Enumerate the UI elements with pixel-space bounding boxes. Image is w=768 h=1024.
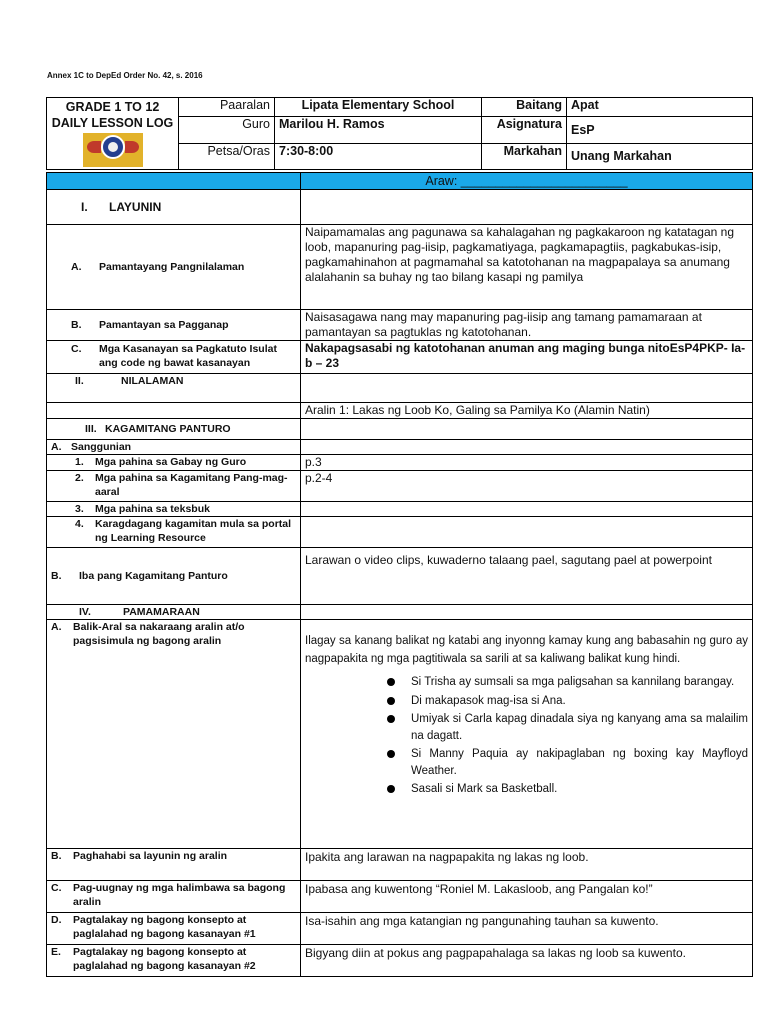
day-header-blank	[47, 173, 301, 190]
markahan-value: Unang Markahan	[567, 144, 753, 170]
konsepto1-content: Isa-isahin ang mga katangian ng pangunahing tauhan sa kuwento.	[301, 913, 753, 945]
pag-uugnay-label: Pag-uugnay ng mga halimbawa sa bagong aralin	[73, 882, 286, 908]
kagamitan-title: KAGAMITANG PANTURO	[105, 423, 231, 435]
paghahabi-label: Paghahabi sa layunin ng aralin	[73, 850, 228, 862]
list-item: Si Manny Paquia ay nakipaglaban ng boxing kay Mayfloyd Weather.	[411, 746, 748, 779]
teksbuk-label: Mga pahina sa teksbuk	[95, 503, 210, 515]
pagganap-label: Pamantayan sa Pagganap	[99, 319, 229, 331]
kagamitang-pang-num: 2.	[75, 472, 84, 484]
paghahabi-letter: B.	[51, 850, 62, 862]
nilalaman-content	[301, 374, 753, 403]
pamamaraan-content	[301, 605, 753, 620]
petsa-label: Petsa/Oras	[179, 144, 275, 170]
aralin-title: Aralin 1: Lakas ng Loob Ko, Galing sa Pamilya Ko (Alamin Natin)	[301, 403, 753, 419]
dll-title: DAILY LESSON LOG	[51, 116, 174, 130]
teksbuk-value	[301, 502, 753, 517]
list-item: Di makapasok mag-isa si Ana.	[411, 693, 748, 710]
list-item: Umiyak si Carla kapag dinadala siya ng kanyang ama sa malailim na dagatt.	[411, 711, 748, 744]
grade-title: GRADE 1 TO 12	[65, 100, 160, 114]
konsepto1-label: Pagtalakay ng bagong konsepto at paglalahad ng bagong kasanayan #1	[73, 914, 256, 940]
balik-aral-list	[305, 674, 748, 798]
asignatura-value: EsP	[567, 117, 753, 144]
pamantayang-letter: A.	[71, 261, 82, 273]
sanggunian-label: Sanggunian	[71, 441, 132, 453]
grade-box	[47, 98, 179, 170]
kasanayan-content: Nakapagsasabi ng katotohanan anuman ang maging bunga nitoEsP4PKP- Ia-b – 23	[301, 341, 753, 374]
guro-value: Marilou H. Ramos	[275, 117, 482, 144]
list-item: Sasali si Mark sa Basketball.	[411, 781, 748, 798]
paaralan-value: Lipata Elementary School	[275, 98, 482, 117]
petsa-value: 7:30-8:00	[275, 144, 482, 170]
markahan-label: Markahan	[482, 144, 567, 170]
karagdagang-label: Karagdagang kagamitan mula sa portal ng Learning Resource	[95, 518, 292, 544]
karagdagang-value	[301, 517, 753, 548]
layunin-content	[301, 190, 753, 225]
gabay-value: p.3	[301, 455, 753, 471]
asignatura-label: Asignatura	[482, 117, 567, 144]
lesson-log-table	[46, 172, 753, 977]
konsepto2-label: Pagtalakay ng bagong konsepto at paglalahad ng bagong kasanayan #2	[73, 946, 256, 972]
iba-pang-content: Larawan o video clips, kuwaderno talaang pael, sagutang pael at powerpoint	[301, 548, 753, 605]
karagdagang-num: 4.	[75, 518, 84, 530]
baitang-label: Baitang	[482, 98, 567, 117]
pagganap-content: Naisasagawa nang may mapanuring pag-iisip ang tamang pamamaraan at pamantayan sa pagtuklas ng katotohanan.	[301, 310, 753, 341]
paaralan-label: Paaralan	[179, 98, 275, 117]
kasanayan-letter: C.	[71, 343, 82, 355]
annex-reference: Annex 1C to DepEd Order No. 42, s. 2016	[47, 71, 203, 80]
guro-label: Guro	[179, 117, 275, 144]
pamantayang-content: Naipamamalas ang pagunawa sa kahalagahan ng pagkakaroon ng katatagan ng loob, mapanuring pag-iisip, pagkamatiyaga, pagkamapagtiis, pagkabukas-isip, pagkamahinahon at pagmamahal sa katotohanan na magpapalaya sa anumang alalahanin sa buhay ng tao bilang kasapi ng pamilya	[301, 225, 753, 310]
balik-aral-label: Balik-Aral sa nakaraang aralin at/o pagsisimula ng bagong aralin	[73, 621, 245, 647]
pag-uugnay-letter: C.	[51, 882, 62, 894]
iba-pang-letter: B.	[51, 570, 62, 582]
layunin-num: I.	[81, 199, 88, 214]
layunin-title: LAYUNIN	[109, 199, 162, 214]
header-table	[46, 97, 753, 170]
baitang-value: Apat	[567, 98, 753, 117]
gabay-num: 1.	[75, 456, 84, 468]
balik-aral-content: Ilagay sa kanang balikat ng katabi ang inyonng kamay kung ang babasahin ng guro ay nagpapakita ng mga pagtitiwala sa sarili at sa kaliwang balikat kung hindi.	[305, 635, 748, 665]
kagamitan-num: III.	[85, 423, 97, 435]
iba-pang-label: Iba pang Kagamitang Panturo	[79, 570, 228, 582]
pamantayang-label: Pamantayang Pangnilalaman	[99, 261, 245, 273]
paghahabi-content: Ipakita ang larawan na nagpapakita ng lakas ng loob.	[301, 849, 753, 881]
nilalaman-title: NILALAMAN	[121, 375, 184, 387]
teksbuk-num: 3.	[75, 503, 84, 515]
pamamaraan-title: PAMAMARAAN	[123, 606, 200, 618]
kagamitang-pang-label: Mga pahina sa Kagamitang Pang-mag-aaral	[95, 472, 288, 498]
deped-logo	[83, 133, 143, 167]
konsepto1-letter: D.	[51, 914, 62, 926]
kagamitang-pang-value: p.2-4	[301, 471, 753, 502]
sanggunian-letter: A.	[51, 441, 62, 453]
araw-field: Araw: ________________________	[301, 173, 753, 190]
kasanayan-label: Mga Kasanayan sa Pagkatuto Isulat ang code ng bawat kasanayan	[99, 343, 277, 369]
pag-uugnay-content: Ipabasa ang kuwentong “Roniel M. Lakasloob, ang Pangalan ko!”	[301, 881, 753, 913]
kagamitan-content	[301, 419, 753, 440]
konsepto2-content: Bigyang diin at pokus ang pagpapahalaga sa lakas ng loob sa kuwento.	[301, 945, 753, 977]
konsepto2-letter: E.	[51, 946, 61, 958]
list-item: Si Trisha ay sumsali sa mga paligsahan sa kannilang barangay.	[411, 674, 748, 691]
pamamaraan-num: IV.	[79, 606, 91, 618]
aralin-blank	[47, 403, 301, 419]
balik-aral-letter: A.	[51, 621, 62, 633]
nilalaman-num: II.	[75, 375, 84, 387]
gabay-label: Mga pahina sa Gabay ng Guro	[95, 456, 247, 468]
pagganap-letter: B.	[71, 319, 82, 331]
sanggunian-content	[301, 440, 753, 455]
